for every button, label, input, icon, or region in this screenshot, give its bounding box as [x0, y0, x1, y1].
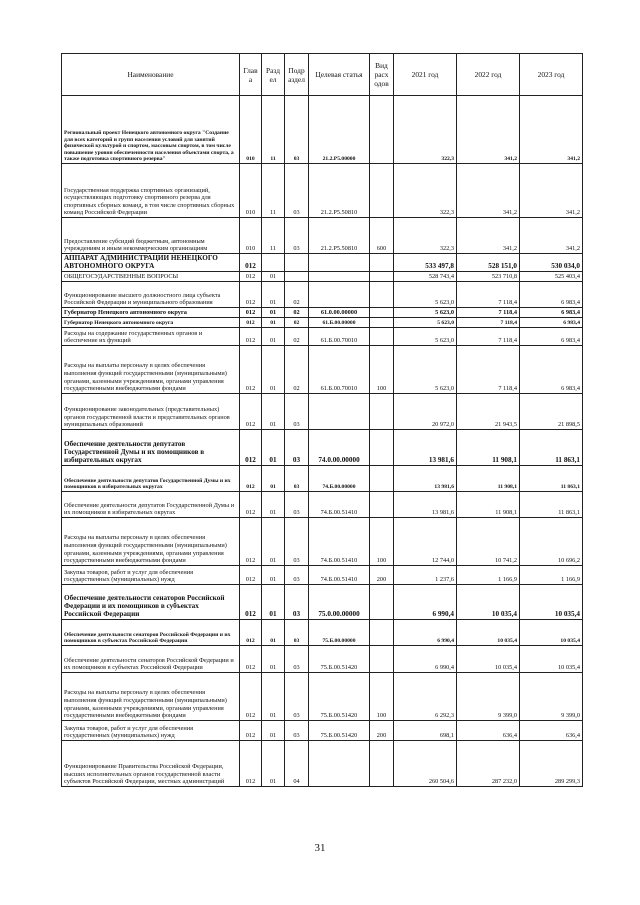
cell-g: 012 [240, 619, 262, 645]
cell-a: 5 623,0 [394, 345, 457, 393]
cell-g: 012 [240, 645, 262, 672]
cell-p: 03 [285, 218, 309, 254]
table-row [62, 584, 583, 619]
cell-c: 6 983,4 [520, 345, 583, 393]
cell-a: 528 743,4 [394, 271, 457, 281]
cell-b: 7 118,4 [457, 317, 520, 327]
cell-t: 75.Б.00.51420 [309, 720, 370, 740]
cell-b: 9 399,0 [457, 672, 520, 720]
cell-c: 11 863,1 [520, 429, 583, 465]
table-row [62, 465, 583, 491]
cell-p: 03 [285, 672, 309, 720]
table-row [62, 517, 583, 565]
cell-r [262, 254, 285, 272]
cell-a: 5 623,0 [394, 317, 457, 327]
cell-name: Обеспечение деятельности сенаторов Российской Федерации и их помощников в субъектах Российской Федерации [62, 584, 240, 619]
cell-t [309, 254, 370, 272]
cell-r: 11 [262, 96, 285, 164]
cell-b: 7 118,4 [457, 281, 520, 307]
cell-a: 6 292,3 [394, 672, 457, 720]
cell-b: 10 741,2 [457, 517, 520, 565]
cell-g: 012 [240, 281, 262, 307]
cell-v [370, 429, 394, 465]
cell-v [370, 281, 394, 307]
cell-p: 02 [285, 281, 309, 307]
cell-name: Региональный проект Ненецкого автономного округа "Создание для всех категорий и групп населения условий для занятий физической культурой и спортом, массовым спортом, в том числе повышение уровня обеспеченности населения объектами спорта, а также подготовка спортивного резерва" [62, 96, 240, 164]
cell-b: 11 908,1 [457, 491, 520, 517]
budget-table [61, 53, 583, 787]
cell-t: 74.Б.00.51410 [309, 517, 370, 565]
cell-g: 012 [240, 584, 262, 619]
cell-v [370, 164, 394, 218]
cell-c: 6 983,4 [520, 327, 583, 345]
header-podrazdel: Подр аздел [285, 54, 309, 96]
cell-c: 6 983,4 [520, 317, 583, 327]
table-row [62, 164, 583, 218]
header-name: Наименование [62, 54, 240, 96]
cell-c: 636,4 [520, 720, 583, 740]
cell-name: Государственная поддержка спортивных организаций, осуществляющих подготовку спортивного резерва для спортивных сборных команд, в том числе спортивных сборных команд Российской Федерации [62, 164, 240, 218]
cell-r: 01 [262, 619, 285, 645]
cell-r: 01 [262, 317, 285, 327]
cell-v [370, 307, 394, 317]
cell-c: 10 035,4 [520, 619, 583, 645]
table-row [62, 327, 583, 345]
cell-p: 03 [285, 565, 309, 584]
cell-p: 02 [285, 327, 309, 345]
table-row [62, 672, 583, 720]
cell-v [370, 327, 394, 345]
cell-a: 20 972,0 [394, 393, 457, 429]
cell-t: 74.0.00.00000 [309, 429, 370, 465]
cell-v [370, 271, 394, 281]
cell-g: 010 [240, 164, 262, 218]
table-row [62, 740, 583, 786]
cell-a: 5 623,0 [394, 281, 457, 307]
cell-name: Функционирование Правительства Российской Федерации, высших исполнительных органов государственной власти субъектов Российской Федерации, местных администраций [62, 740, 240, 786]
cell-a: 6 990,4 [394, 584, 457, 619]
cell-b: 7 118,4 [457, 327, 520, 345]
cell-v [370, 317, 394, 327]
cell-p: 04 [285, 740, 309, 786]
cell-name: Обеспечение деятельности депутатов Государственной Думы и их помощников в избирательных округах [62, 491, 240, 517]
cell-c: 289 299,3 [520, 740, 583, 786]
table-row [62, 393, 583, 429]
cell-t: 75.0.00.00000 [309, 584, 370, 619]
header-target: Целевая статья [309, 54, 370, 96]
cell-p: 03 [285, 429, 309, 465]
cell-b: 341,2 [457, 218, 520, 254]
cell-g: 012 [240, 672, 262, 720]
cell-p [285, 254, 309, 272]
cell-v [370, 740, 394, 786]
cell-a: 5 623,0 [394, 307, 457, 317]
cell-v: 200 [370, 720, 394, 740]
table-row [62, 429, 583, 465]
cell-name: Губернатор Ненецкого автономного округа [62, 317, 240, 327]
table-row [62, 96, 583, 164]
cell-c: 11 863,1 [520, 465, 583, 491]
cell-v: 100 [370, 345, 394, 393]
cell-a: 13 981,6 [394, 429, 457, 465]
table-row [62, 720, 583, 740]
cell-t: 21.2.P5.50810 [309, 164, 370, 218]
cell-name: Расходы на содержание государственных органов и обеспечение их функций [62, 327, 240, 345]
cell-r: 01 [262, 720, 285, 740]
cell-p: 03 [285, 645, 309, 672]
cell-r: 01 [262, 307, 285, 317]
cell-t: 74.Б.00.00000 [309, 465, 370, 491]
table-row [62, 281, 583, 307]
cell-r: 01 [262, 393, 285, 429]
cell-p: 02 [285, 345, 309, 393]
cell-name: Расходы на выплаты персоналу в целях обеспечения выполнения функций государственными (муниципальными) органами, казенными учреждениями, органами управления государственными внебюджетными фондами [62, 345, 240, 393]
cell-t: 61.Б.00.00000 [309, 317, 370, 327]
cell-t: 21.2.P5.50810 [309, 218, 370, 254]
cell-name: ОБЩЕГОСУДАРСТВЕННЫЕ ВОПРОСЫ [62, 271, 240, 281]
cell-c: 10 035,4 [520, 645, 583, 672]
cell-g: 010 [240, 218, 262, 254]
cell-name: Расходы на выплаты персоналу в целях обеспечения выполнения функций государственными (муниципальными) органами, казенными учреждениями, органами управления государственными внебюджетными фондами [62, 517, 240, 565]
cell-p: 03 [285, 393, 309, 429]
cell-a: 5 623,0 [394, 327, 457, 345]
cell-c: 9 399,0 [520, 672, 583, 720]
cell-b: 341,2 [457, 96, 520, 164]
cell-t: 21.2.P5.00000 [309, 96, 370, 164]
page-number: 31 [314, 842, 326, 854]
header-vid: Вид расх одов [370, 54, 394, 96]
cell-g: 012 [240, 393, 262, 429]
cell-c: 11 863,1 [520, 491, 583, 517]
cell-g: 012 [240, 740, 262, 786]
table-row [62, 491, 583, 517]
cell-v [370, 465, 394, 491]
table-row [62, 317, 583, 327]
cell-a: 698,1 [394, 720, 457, 740]
cell-name: Функционирование высшего должностного лица субъекта Российской Федерации и муниципального образования [62, 281, 240, 307]
cell-t: 75.Б.00.51420 [309, 672, 370, 720]
cell-name: Обеспечение деятельности депутатов Государственной Думы и их помощников в избирательных округах [62, 429, 240, 465]
cell-t: 75.Б.00.00000 [309, 619, 370, 645]
table-row [62, 307, 583, 317]
cell-name: АППАРАТ АДМИНИСТРАЦИИ НЕНЕЦКОГО АВТОНОМНОГО ОКРУГА [62, 254, 240, 272]
cell-p: 03 [285, 517, 309, 565]
table-row [62, 271, 583, 281]
cell-c: 341,2 [520, 218, 583, 254]
cell-t: 74.Б.00.51410 [309, 565, 370, 584]
cell-b: 7 118,4 [457, 307, 520, 317]
cell-v [370, 393, 394, 429]
cell-a: 322,3 [394, 96, 457, 164]
cell-b: 21 943,5 [457, 393, 520, 429]
cell-p: 03 [285, 164, 309, 218]
cell-b: 10 035,4 [457, 619, 520, 645]
cell-a: 6 990,4 [394, 619, 457, 645]
cell-g: 012 [240, 345, 262, 393]
cell-c: 10 035,4 [520, 584, 583, 619]
cell-t: 61.Б.00.70010 [309, 327, 370, 345]
cell-g: 012 [240, 720, 262, 740]
cell-b: 1 166,9 [457, 565, 520, 584]
cell-t: 74.Б.00.51410 [309, 491, 370, 517]
cell-c: 6 983,4 [520, 307, 583, 317]
cell-b: 7 118,4 [457, 345, 520, 393]
cell-name: Функционирование законодательных (представительных) органов государственной власти и представительных органов муниципальных образований [62, 393, 240, 429]
cell-name: Губернатор Ненецкого автономного округа [62, 307, 240, 317]
cell-b: 341,2 [457, 164, 520, 218]
table-row [62, 645, 583, 672]
cell-name: Обеспечение деятельности депутатов Государственной Думы и их помощников в избирательных округах [62, 465, 240, 491]
header-row [62, 54, 583, 96]
cell-v [370, 96, 394, 164]
cell-p: 02 [285, 307, 309, 317]
cell-p: 03 [285, 619, 309, 645]
cell-name: Обеспечение деятельности сенаторов Российской Федерации и их помощников в субъектах Российской Федерации [62, 645, 240, 672]
cell-r: 01 [262, 565, 285, 584]
cell-v: 100 [370, 672, 394, 720]
cell-b: 528 151,0 [457, 254, 520, 272]
cell-c: 1 166,9 [520, 565, 583, 584]
cell-v [370, 619, 394, 645]
cell-a: 13 981,6 [394, 491, 457, 517]
cell-v: 200 [370, 565, 394, 584]
cell-a: 13 981,6 [394, 465, 457, 491]
cell-r: 01 [262, 517, 285, 565]
cell-r: 11 [262, 164, 285, 218]
cell-r: 01 [262, 429, 285, 465]
cell-r: 01 [262, 645, 285, 672]
cell-r: 01 [262, 345, 285, 393]
cell-t: 61.0.00.00000 [309, 307, 370, 317]
cell-r: 01 [262, 672, 285, 720]
cell-g: 012 [240, 565, 262, 584]
cell-g: 012 [240, 327, 262, 345]
header-2023: 2023 год [520, 54, 583, 96]
table-row [62, 254, 583, 272]
cell-v [370, 254, 394, 272]
cell-a: 533 497,8 [394, 254, 457, 272]
cell-b: 10 035,4 [457, 584, 520, 619]
cell-g: 012 [240, 429, 262, 465]
cell-p: 03 [285, 584, 309, 619]
cell-v [370, 645, 394, 672]
cell-b: 287 232,0 [457, 740, 520, 786]
cell-p: 03 [285, 491, 309, 517]
cell-r: 01 [262, 584, 285, 619]
cell-t: 75.Б.00.51420 [309, 645, 370, 672]
header-2022: 2022 год [457, 54, 520, 96]
cell-v: 100 [370, 517, 394, 565]
cell-r: 01 [262, 271, 285, 281]
cell-r: 01 [262, 465, 285, 491]
cell-g: 012 [240, 465, 262, 491]
cell-g: 012 [240, 317, 262, 327]
cell-p: 03 [285, 96, 309, 164]
table-row [62, 619, 583, 645]
cell-v: 600 [370, 218, 394, 254]
cell-p: 02 [285, 317, 309, 327]
cell-g: 012 [240, 271, 262, 281]
cell-name: Расходы на выплаты персоналу в целях обеспечения выполнения функций государственными (муниципальными) органами, казенными учреждениями, органами управления государственными внебюджетными фондами [62, 672, 240, 720]
header-razdel: Разд ел [262, 54, 285, 96]
cell-v [370, 491, 394, 517]
cell-c: 341,2 [520, 164, 583, 218]
header-glava: Глав а [240, 54, 262, 96]
cell-p: 03 [285, 465, 309, 491]
budget-table-container [61, 53, 582, 787]
cell-c: 21 898,5 [520, 393, 583, 429]
cell-p [285, 271, 309, 281]
cell-r: 01 [262, 281, 285, 307]
cell-t [309, 281, 370, 307]
cell-b: 523 710,8 [457, 271, 520, 281]
cell-t [309, 740, 370, 786]
table-row [62, 345, 583, 393]
cell-name: Предоставление субсидий бюджетным, автономным учреждениям и иным некоммерческим организациям [62, 218, 240, 254]
cell-a: 322,3 [394, 164, 457, 218]
cell-c: 341,2 [520, 96, 583, 164]
cell-a: 12 744,0 [394, 517, 457, 565]
cell-r: 01 [262, 491, 285, 517]
cell-c: 530 034,0 [520, 254, 583, 272]
cell-name: Закупка товаров, работ и услуг для обеспечения государственных (муниципальных) нужд [62, 720, 240, 740]
table-row [62, 218, 583, 254]
cell-g: 010 [240, 96, 262, 164]
cell-r: 01 [262, 327, 285, 345]
cell-c: 6 983,4 [520, 281, 583, 307]
cell-b: 11 908,1 [457, 429, 520, 465]
cell-a: 322,3 [394, 218, 457, 254]
cell-g: 012 [240, 491, 262, 517]
cell-t: 61.Б.00.70010 [309, 345, 370, 393]
cell-t [309, 271, 370, 281]
cell-r: 11 [262, 218, 285, 254]
cell-a: 6 990,4 [394, 645, 457, 672]
cell-c: 10 696,2 [520, 517, 583, 565]
table-row [62, 565, 583, 584]
cell-p: 03 [285, 720, 309, 740]
cell-a: 260 504,6 [394, 740, 457, 786]
cell-name: Обеспечение деятельности сенаторов Российской Федерации и их помощников в субъектах Российской Федерации [62, 619, 240, 645]
cell-a: 1 237,6 [394, 565, 457, 584]
cell-g: 012 [240, 254, 262, 272]
cell-g: 012 [240, 307, 262, 317]
header-2021: 2021 год [394, 54, 457, 96]
cell-b: 11 908,1 [457, 465, 520, 491]
cell-r: 01 [262, 740, 285, 786]
cell-t [309, 393, 370, 429]
cell-b: 636,4 [457, 720, 520, 740]
cell-b: 10 035,4 [457, 645, 520, 672]
cell-name: Закупка товаров, работ и услуг для обеспечения государственных (муниципальных) нужд [62, 565, 240, 584]
cell-g: 012 [240, 517, 262, 565]
cell-c: 525 403,4 [520, 271, 583, 281]
cell-v [370, 584, 394, 619]
